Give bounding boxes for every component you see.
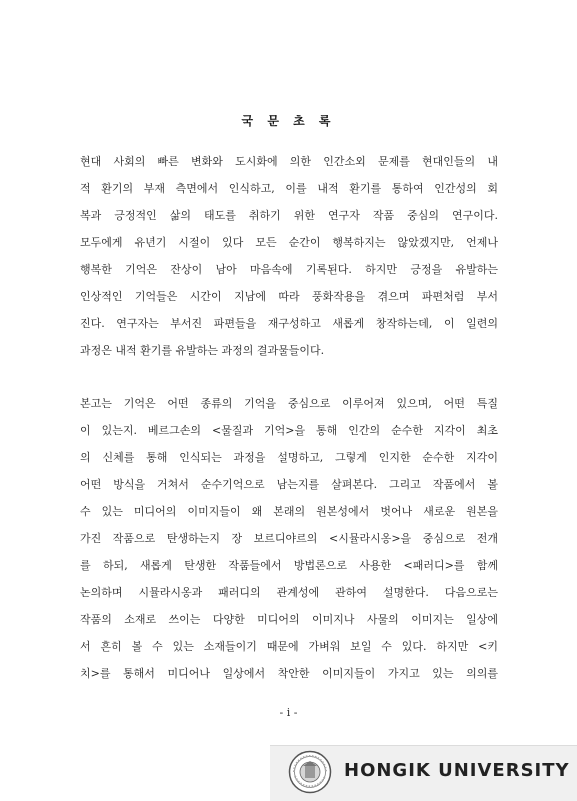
paragraph-2-line-7: 를 하되, 새롭게 탄생한 작품들에서 방법론으로 사용한 <패러디>를 함께 [80, 559, 498, 572]
paragraph-1-line-8: 과정은 내적 환기를 유발하는 과정의 결과물들이다. [80, 344, 325, 357]
abstract-title: 국 문 초 록 [241, 114, 336, 128]
paragraph-2-line-3: 의 신체를 통해 인식되는 과정을 설명하고, 그렇게 인지한 순수한 지각이 [80, 451, 498, 464]
university-name: HONGIK UNIVERSITY [344, 760, 570, 781]
paragraph-1-line-3: 복과 긍정적인 삶의 태도를 취하기 위한 연구자 작품 중심의 연구이다. [80, 209, 498, 222]
paragraph-2-line-9: 작품의 소재로 쓰이는 다양한 미디어의 이미지나 사물의 이미지는 일상에 [80, 613, 498, 626]
paragraph-2-line-11: 치>를 통해서 미디어나 일상에서 착안한 이미지들이 가지고 있는 의의를 [80, 667, 498, 680]
university-footer [270, 745, 577, 801]
abstract-body [80, 148, 498, 687]
paragraph-2-line-4: 어떤 방식을 거쳐서 순수기억으로 남는지를 살펴본다. 그리고 작품에서 볼 [80, 478, 498, 491]
paragraph-2-line-1: 본고는 기억은 어떤 종류의 기억을 중심으로 이루어져 있으며, 어떤 특질 [80, 397, 498, 410]
paragraph-2-line-6: 가진 작품으로 탄생하는지 장 보르디야르의 <시뮬라시옹>을 중심으로 전개 [80, 532, 498, 545]
paragraph-1-line-4: 모두에게 유년기 시절이 있다 모든 순간이 행복하지는 않았겠지만, 언제나 [80, 236, 498, 249]
paragraph-1-line-6: 인상적인 기억들은 시간이 지남에 따라 풍화작용을 겪으며 파편처럼 부서 [80, 290, 498, 303]
paragraph-1-line-2: 적 환기의 부재 측면에서 인식하고, 이를 내적 환기를 통하여 인간성의 회 [80, 182, 498, 195]
paragraph-2-line-10: 서 흔히 볼 수 있는 소재들이기 때문에 가벼워 보일 수 있다. 하지만 <키 [80, 640, 498, 653]
paragraph-1-line-1: 현대 사회의 빠른 변화와 도시화에 의한 인간소외 문제를 현대인들의 내 [80, 155, 498, 168]
university-seal-icon [288, 750, 332, 794]
paragraph-1-line-5: 행복한 기억은 잔상이 남아 마음속에 기록된다. 하지만 긍정을 유발하는 [80, 263, 498, 276]
paragraph-2-line-5: 수 있는 미디어의 이미지들이 왜 본래의 원본성에서 벗어나 새로운 원본을 [80, 505, 498, 518]
paragraph-2-line-8: 논의하며 시뮬라시옹과 패러디의 관계성에 관하여 설명한다. 다음으로는 [80, 586, 498, 599]
page-number: - i - [279, 706, 298, 719]
paragraph-2-line-2: 이 있는지. 베르그손의 <물질과 기억>을 통해 인간의 순수한 지각이 최초 [80, 424, 498, 437]
paragraph-gap [80, 364, 498, 390]
paragraph-1-line-7: 진다. 연구자는 부서진 파편들을 재구성하고 새롭게 창작하는데, 이 일련의 [80, 317, 498, 330]
